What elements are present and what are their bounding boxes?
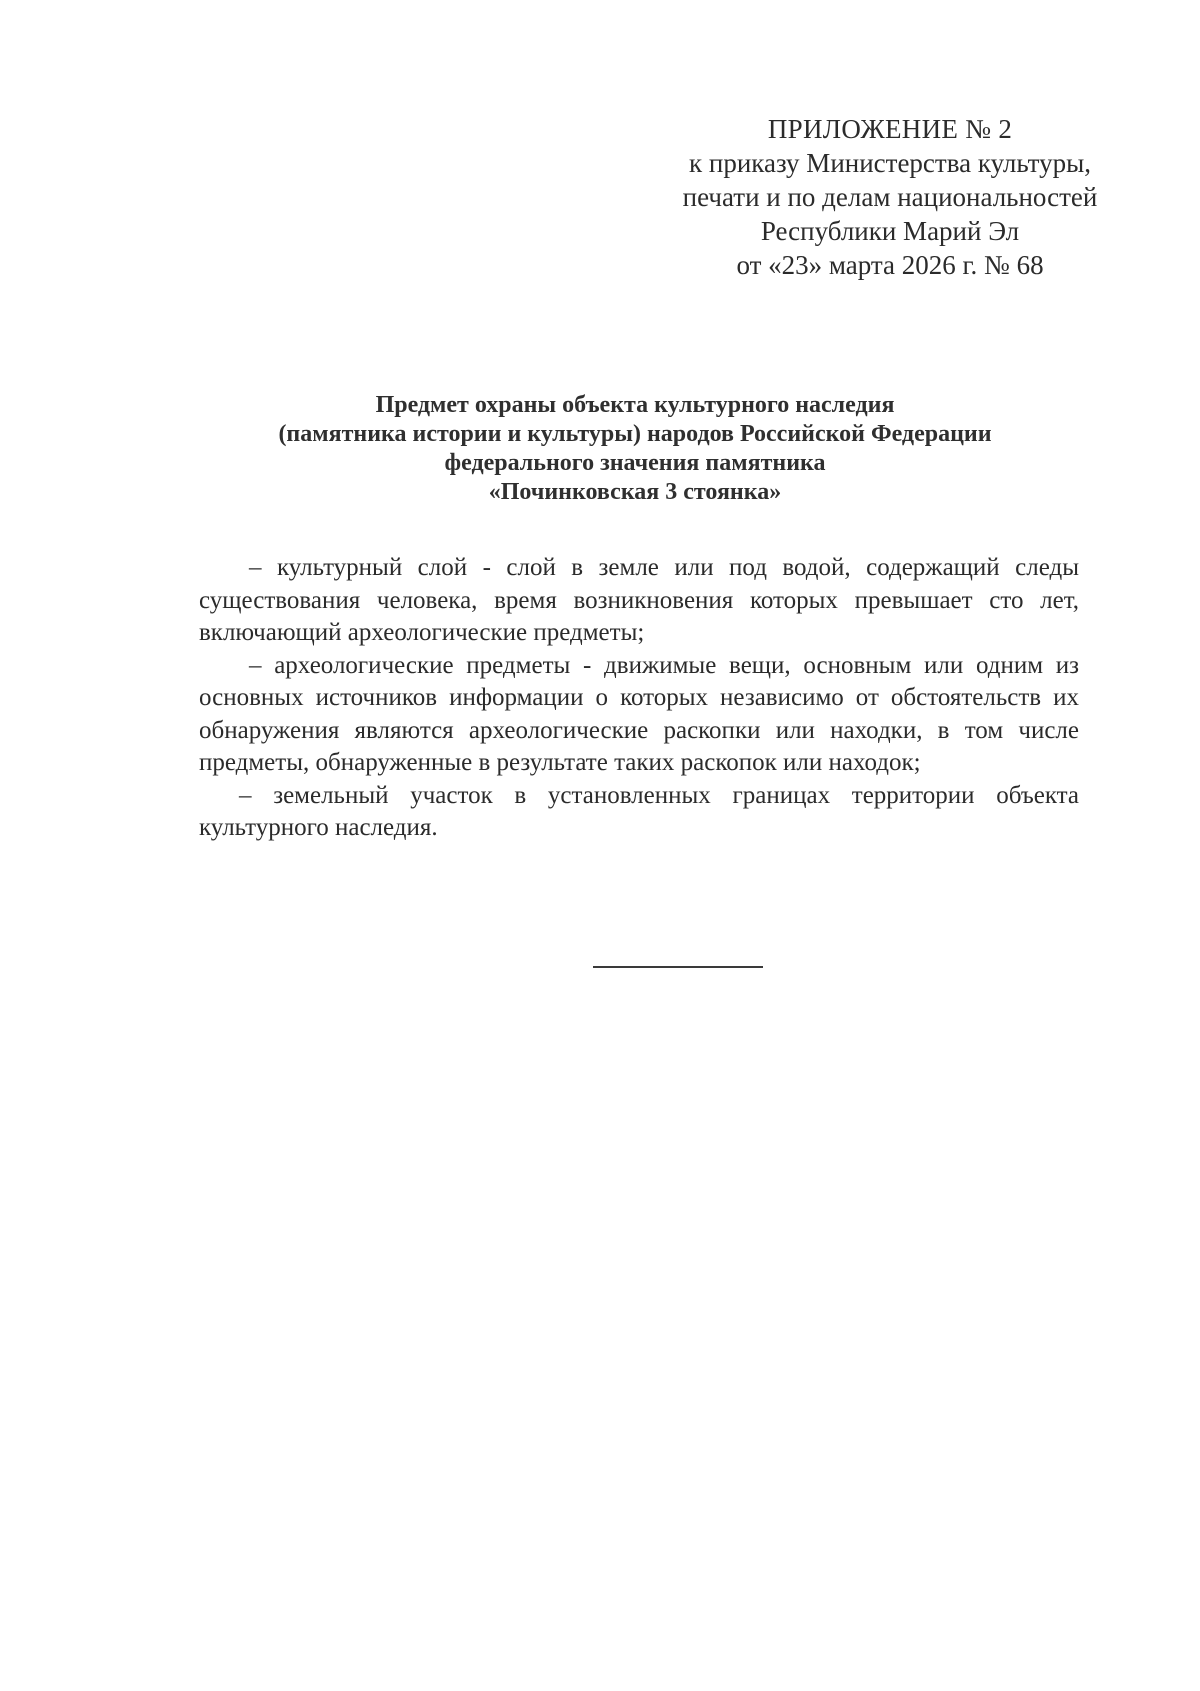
title-line: Предмет охраны объекта культурного наследия xyxy=(375,392,895,418)
approval-line: Республики Марий Эл xyxy=(760,216,1020,246)
title-line: (памятника истории и культуры) народов Российской Федерации xyxy=(278,421,992,447)
title-line: федерального значения памятника xyxy=(444,450,826,476)
list-item: – археологические предметы - движимые вещи, основным или одним из основных источников информации о которых независимо от обстоятельств их обнаружения являются археологические раскопки или находки, в том числе предметы, обнаруженные в результате таких раскопок или находок; xyxy=(199,651,1079,776)
appendix-number: ПРИЛОЖЕНИЕ № 2 xyxy=(767,114,1013,144)
protection-items-list xyxy=(199,552,1079,845)
document-title xyxy=(190,391,1080,507)
approval-date-number: от «23» марта 2026 г. № 68 xyxy=(736,250,1044,280)
approval-block xyxy=(640,112,1140,282)
list-item: – земельный участок в установленных границах территории объекта культурного наследия. xyxy=(199,781,1079,841)
end-divider xyxy=(593,966,763,968)
title-line: «Починковская 3 стоянка» xyxy=(488,479,782,505)
approval-line: печати и по делам национальностей xyxy=(682,182,1098,212)
approval-line: к приказу Министерства культуры, xyxy=(689,148,1091,178)
list-item: – культурный слой - слой в земле или под водой, содержащий следы существования человека, время возникновения которых превышает сто лет, включающий археологические предметы; xyxy=(199,554,1079,646)
